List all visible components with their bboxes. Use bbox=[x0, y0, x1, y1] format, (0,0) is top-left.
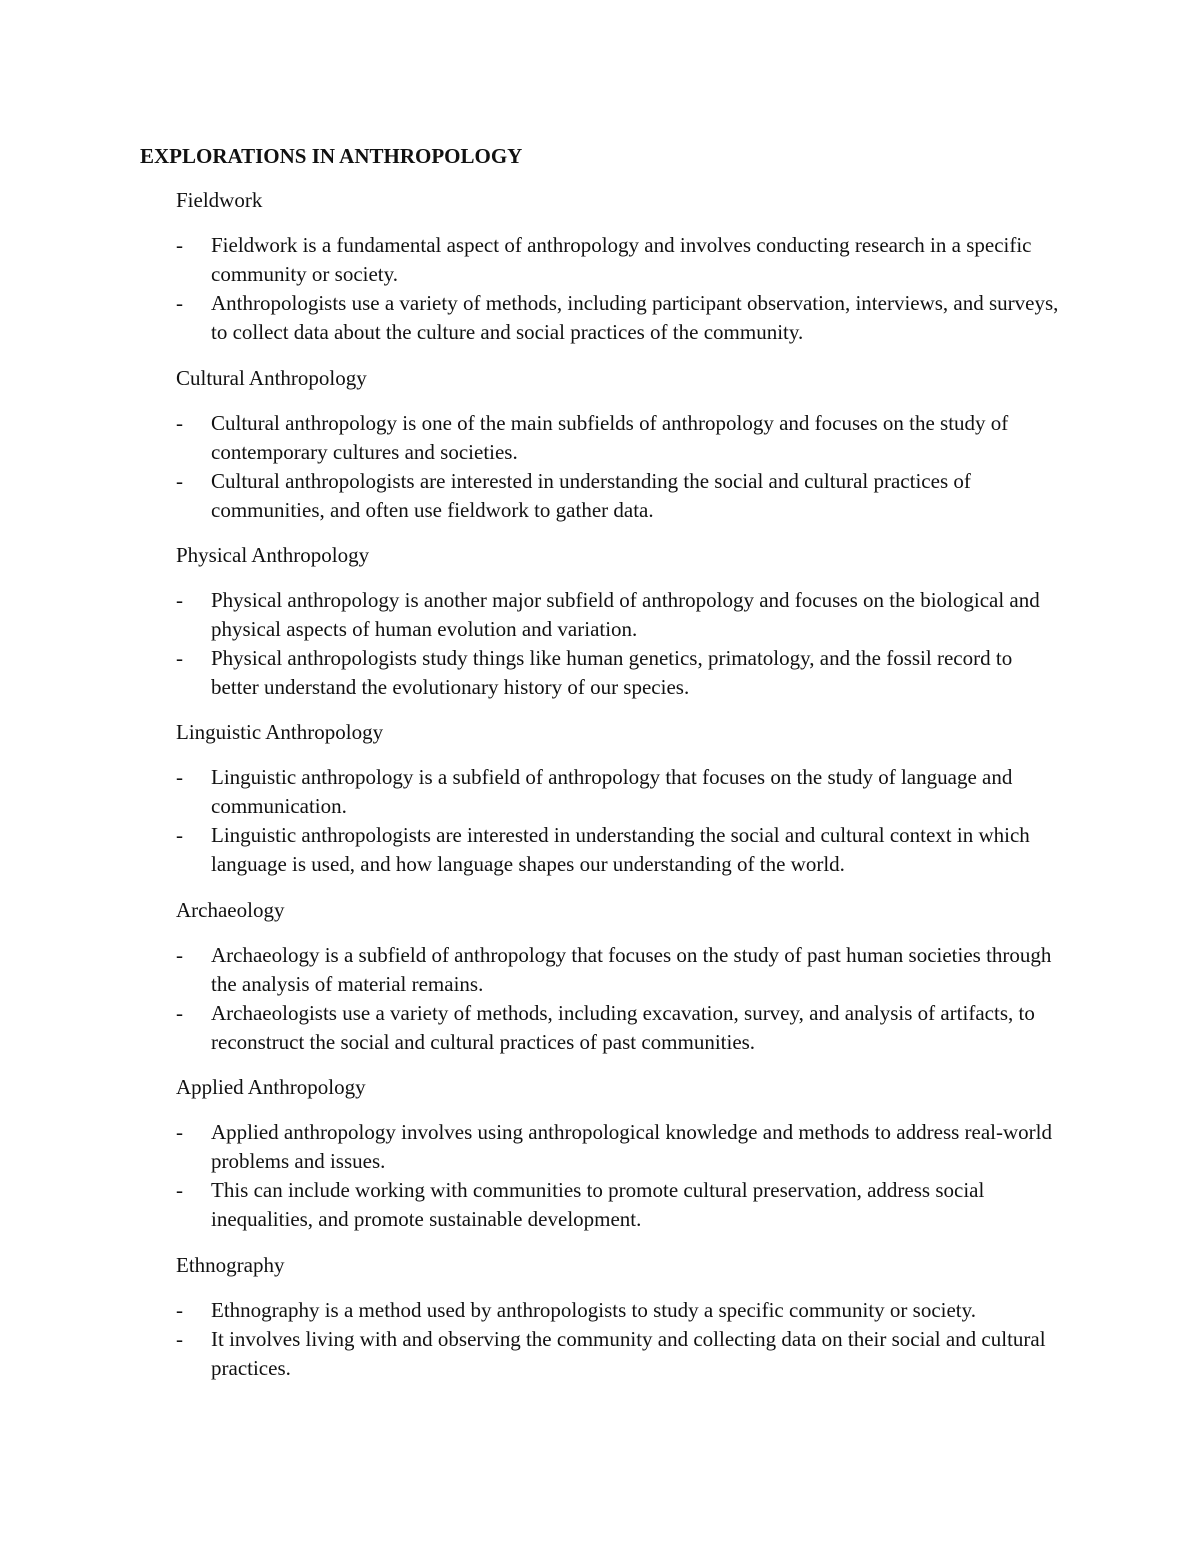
bullet-text: Linguistic anthropology is a subfield of anthropology that focuses on the study of language and communication. bbox=[211, 765, 1013, 818]
bullet-item bbox=[176, 586, 1061, 644]
bullet-item bbox=[176, 763, 1061, 821]
bullet-text: Anthropologists use a variety of methods, including participant observation, interviews, and surveys, to collect data about the culture and social practices of the community. bbox=[211, 291, 1059, 344]
dash-marker: - bbox=[176, 943, 183, 967]
section-fieldwork bbox=[176, 186, 1076, 347]
section-heading: Cultural Anthropology bbox=[176, 366, 367, 390]
bullet-text: This can include working with communities to promote cultural preservation, address social inequalities, and promote sustainable development. bbox=[211, 1178, 985, 1231]
bullet-text: Archaeology is a subfield of anthropology that focuses on the study of past human societies through the analysis of material remains. bbox=[211, 943, 1052, 996]
bullet-item bbox=[176, 999, 1061, 1057]
section-heading: Applied Anthropology bbox=[176, 1075, 366, 1099]
section-physical-anthropology bbox=[176, 541, 1076, 702]
section-ethnography bbox=[176, 1251, 1076, 1383]
section-heading: Physical Anthropology bbox=[176, 543, 370, 567]
section-archaeology bbox=[176, 896, 1076, 1057]
bullet-text: Linguistic anthropologists are interested in understanding the social and cultural context in which language is used, and how language shapes our understanding of the world. bbox=[211, 823, 1030, 876]
section-linguistic-anthropology bbox=[176, 718, 1076, 879]
bullet-text: Applied anthropology involves using anthropological knowledge and methods to address real-world problems and issues. bbox=[211, 1120, 1052, 1173]
dash-marker: - bbox=[176, 823, 183, 847]
document-title: EXPLORATIONS IN ANTHROPOLOGY bbox=[140, 144, 523, 168]
dash-marker: - bbox=[176, 1178, 183, 1202]
dash-marker: - bbox=[176, 1001, 183, 1025]
bullet-item bbox=[176, 409, 1061, 467]
bullet-text: Cultural anthropologists are interested in understanding the social and cultural practices of communities, and often use fieldwork to gather data. bbox=[211, 469, 971, 522]
bullet-list bbox=[176, 1118, 1076, 1234]
dash-marker: - bbox=[176, 291, 183, 315]
dash-marker: - bbox=[176, 646, 183, 670]
bullet-item bbox=[176, 231, 1061, 289]
dash-marker: - bbox=[176, 469, 183, 493]
bullet-list bbox=[176, 409, 1076, 525]
bullet-list bbox=[176, 763, 1076, 879]
section-heading: Fieldwork bbox=[176, 188, 263, 212]
dash-marker: - bbox=[176, 1298, 183, 1322]
section-heading: Linguistic Anthropology bbox=[176, 720, 384, 744]
bullet-item bbox=[176, 1325, 1061, 1383]
bullet-list bbox=[176, 231, 1076, 347]
bullet-text: It involves living with and observing the community and collecting data on their social and cultural practices. bbox=[211, 1327, 1046, 1380]
dash-marker: - bbox=[176, 588, 183, 612]
bullet-item bbox=[176, 1118, 1061, 1176]
dash-marker: - bbox=[176, 233, 183, 257]
dash-marker: - bbox=[176, 411, 183, 435]
bullet-text: Fieldwork is a fundamental aspect of anthropology and involves conducting research in a specific community or society. bbox=[211, 233, 1032, 286]
dash-marker: - bbox=[176, 1327, 183, 1351]
section-heading: Ethnography bbox=[176, 1253, 285, 1277]
bullet-text: Physical anthropology is another major subfield of anthropology and focuses on the biological and physical aspects of human evolution and variation. bbox=[211, 588, 1040, 641]
section-cultural-anthropology bbox=[176, 364, 1076, 525]
bullet-text: Ethnography is a method used by anthropologists to study a specific community or society. bbox=[211, 1298, 977, 1322]
bullet-item bbox=[176, 821, 1061, 879]
bullet-text: Archaeologists use a variety of methods, including excavation, survey, and analysis of artifacts, to reconstruct the social and cultural practices of past communities. bbox=[211, 1001, 1035, 1054]
dash-marker: - bbox=[176, 1120, 183, 1144]
bullet-list bbox=[176, 1296, 1076, 1383]
bullet-text: Cultural anthropology is one of the main subfields of anthropology and focuses on the study of contemporary cultures and societies. bbox=[211, 411, 1009, 464]
bullet-item bbox=[176, 1296, 1061, 1325]
bullet-list bbox=[176, 586, 1076, 702]
dash-marker: - bbox=[176, 765, 183, 789]
bullet-text: Physical anthropologists study things like human genetics, primatology, and the fossil record to better understand the evolutionary history of our species. bbox=[211, 646, 1013, 699]
bullet-item bbox=[176, 289, 1061, 347]
bullet-list bbox=[176, 941, 1076, 1057]
bullet-item bbox=[176, 941, 1061, 999]
bullet-item bbox=[176, 467, 1061, 525]
bullet-item bbox=[176, 644, 1061, 702]
section-applied-anthropology bbox=[176, 1073, 1076, 1234]
section-heading: Archaeology bbox=[176, 898, 285, 922]
bullet-item bbox=[176, 1176, 1061, 1234]
